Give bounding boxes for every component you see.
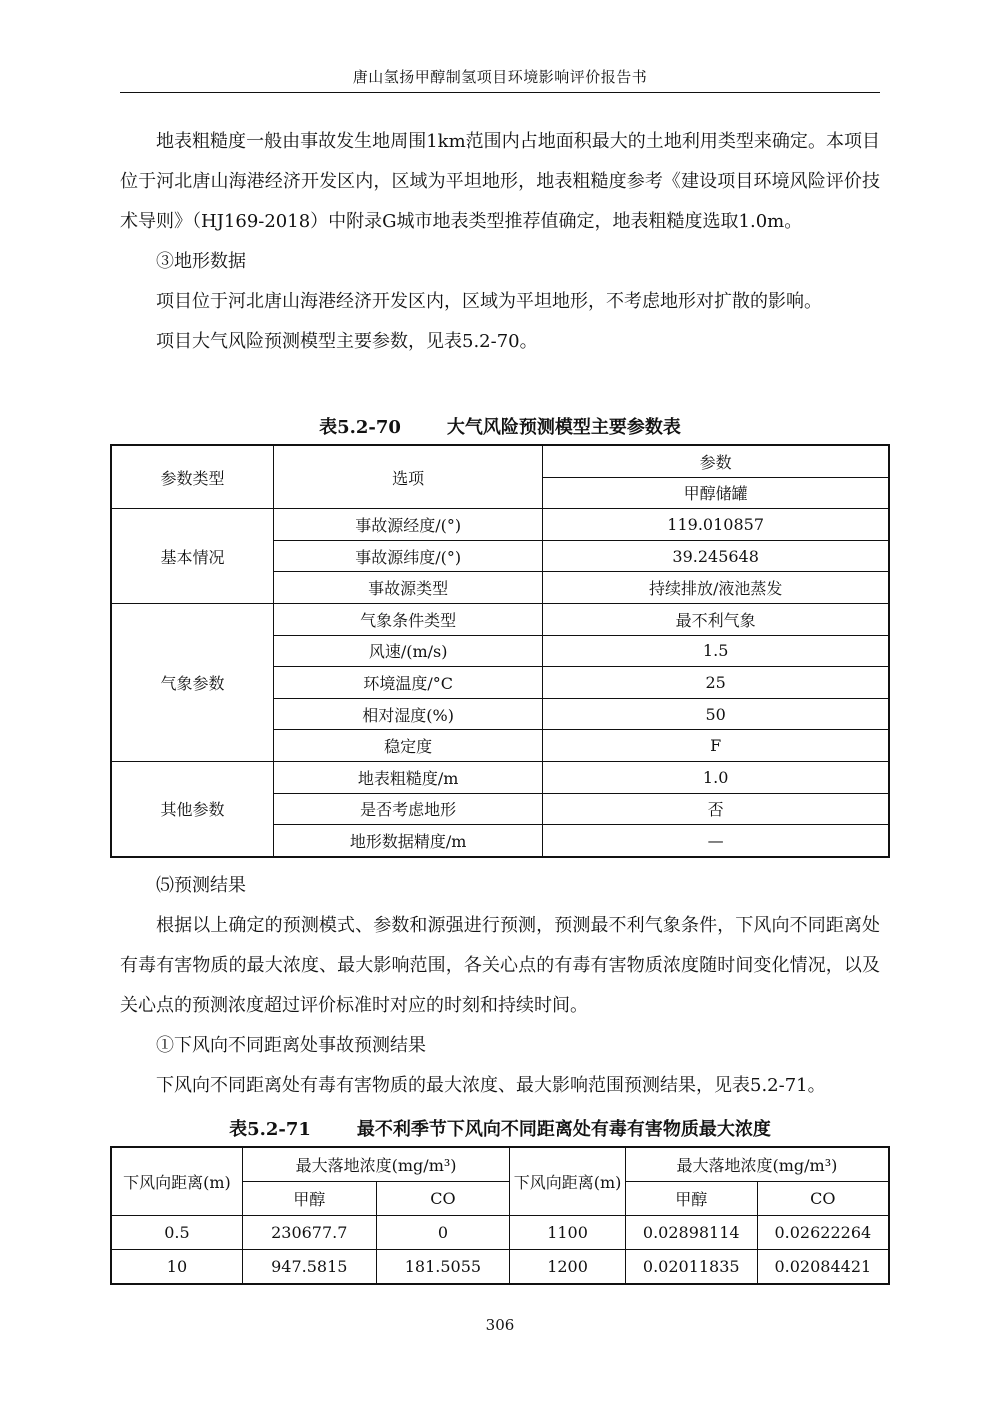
- header-co: CO: [376, 1182, 510, 1216]
- table1-caption: [120, 413, 880, 439]
- value-cell: 25: [543, 667, 889, 699]
- header-max-concentration: 最大落地浓度(mg/m³): [625, 1147, 889, 1182]
- option-cell: 是否考虑地形: [274, 793, 543, 825]
- paragraph-terrain: 项目位于河北唐山海港经济开发区内，区域为平坦地形，不考虑地形对扩散的影响。: [156, 291, 822, 312]
- header-option: 选项: [274, 445, 543, 509]
- paragraph-downwind-heading: ①下风向不同距离处事故预测结果: [156, 1035, 426, 1056]
- header-methanol-tank: 甲醇储罐: [543, 477, 889, 509]
- table-cell: 0.5: [111, 1216, 242, 1250]
- table-cell: 0.02622264: [757, 1216, 889, 1250]
- table2-caption: [120, 1115, 880, 1141]
- paragraph-terrain-heading: ③地形数据: [156, 251, 246, 272]
- body-section-top: [120, 122, 880, 362]
- header-max-concentration: 最大落地浓度(mg/m³): [242, 1147, 509, 1182]
- page-number: 306: [485, 1316, 515, 1334]
- option-cell: 事故源类型: [274, 572, 543, 604]
- value-cell: 1.5: [543, 635, 889, 667]
- table-cell: 181.5055: [376, 1250, 510, 1285]
- option-cell: 地表粗糙度/m: [274, 761, 543, 793]
- option-cell: 事故源经度/(°): [274, 509, 543, 541]
- paragraph-roughness: 地表粗糙度一般由事故发生地周围1km范围内占地面积最大的土地利用类型来确定。本项目位于河北唐山海港经济开发区内，区域为平坦地形，地表粗糙度参考《建设项目环境风险评价技术导则》（HJ169-2018）中附录G城市地表类型推荐值确定，地表粗糙度选取1.0m。: [120, 131, 880, 232]
- group-label: 其他参数: [111, 761, 274, 856]
- paragraph-results: 根据以上确定的预测模式、参数和源强进行预测，预测最不利气象条件，下风向不同距离处有毒有害物质的最大浓度、最大影响范围，各关心点的有毒有害物质浓度随时间变化情况，以及关心点的预测浓度超过评价标准时对应的时刻和持续时间。: [120, 915, 880, 1016]
- table-header-row: [111, 1147, 889, 1182]
- group-label: 基本情况: [111, 509, 274, 604]
- option-cell: 环境温度/°C: [274, 667, 543, 699]
- table-cell: 230677.7: [242, 1216, 376, 1250]
- table-row: [111, 1216, 889, 1250]
- option-cell: 稳定度: [274, 730, 543, 762]
- table-row: [111, 509, 889, 541]
- header-distance: 下风向距离(m): [111, 1147, 242, 1216]
- table-cell: 1100: [510, 1216, 626, 1250]
- option-cell: 相对湿度(%): [274, 698, 543, 730]
- table2-caption-title: 最不利季节下风向不同距离处有毒有害物质最大浓度: [356, 1119, 771, 1140]
- header-rule: [120, 92, 880, 93]
- value-cell: F: [543, 730, 889, 762]
- option-cell: 地形数据精度/m: [274, 825, 543, 857]
- option-cell: 气象条件类型: [274, 603, 543, 635]
- table-cell: 1200: [510, 1250, 626, 1285]
- value-cell: 50: [543, 698, 889, 730]
- header-co: CO: [757, 1182, 889, 1216]
- option-cell: 事故源纬度/(°): [274, 540, 543, 572]
- value-cell: 否: [543, 793, 889, 825]
- table1-caption-number: 表5.2-70: [319, 417, 401, 438]
- table1-caption-title: 大气风险预测模型主要参数表: [446, 417, 681, 438]
- table-cell: 0.02898114: [625, 1216, 757, 1250]
- value-cell: 最不利气象: [543, 603, 889, 635]
- value-cell: 1.0: [543, 761, 889, 793]
- parameters-table: [110, 444, 890, 858]
- paragraph-results-heading: ⑸预测结果: [156, 875, 246, 896]
- table-cell: 0.02084421: [757, 1250, 889, 1285]
- max-concentration-table: [110, 1146, 890, 1285]
- table-cell: 947.5815: [242, 1250, 376, 1285]
- body-section-mid: [120, 866, 880, 1106]
- table-cell: 0.02011835: [625, 1250, 757, 1285]
- running-header: 唐山氢扬甲醇制氢项目环境影响评价报告书: [352, 68, 648, 86]
- header-param-type: 参数类型: [111, 445, 274, 509]
- table-row: [111, 603, 889, 635]
- paragraph-table2-ref: 下风向不同距离处有毒有害物质的最大浓度、最大影响范围预测结果，见表5.2-71。: [156, 1075, 826, 1096]
- table2-caption-number: 表5.2-71: [229, 1119, 311, 1140]
- table-header-row: [111, 445, 889, 477]
- value-cell: 119.010857: [543, 509, 889, 541]
- table-row: [111, 761, 889, 793]
- table-row: [111, 1250, 889, 1285]
- header-methanol: 甲醇: [242, 1182, 376, 1216]
- header-methanol: 甲醇: [625, 1182, 757, 1216]
- paragraph-table-ref: 项目大气风险预测模型主要参数，见表5.2-70。: [156, 331, 538, 352]
- table-cell: 10: [111, 1250, 242, 1285]
- option-cell: 风速/(m/s): [274, 635, 543, 667]
- value-cell: 39.245648: [543, 540, 889, 572]
- value-cell: 持续排放/液池蒸发: [543, 572, 889, 604]
- header-distance: 下风向距离(m): [510, 1147, 626, 1216]
- group-label: 气象参数: [111, 603, 274, 761]
- header-param: 参数: [543, 445, 889, 477]
- value-cell: —: [543, 825, 889, 857]
- table-cell: 0: [376, 1216, 510, 1250]
